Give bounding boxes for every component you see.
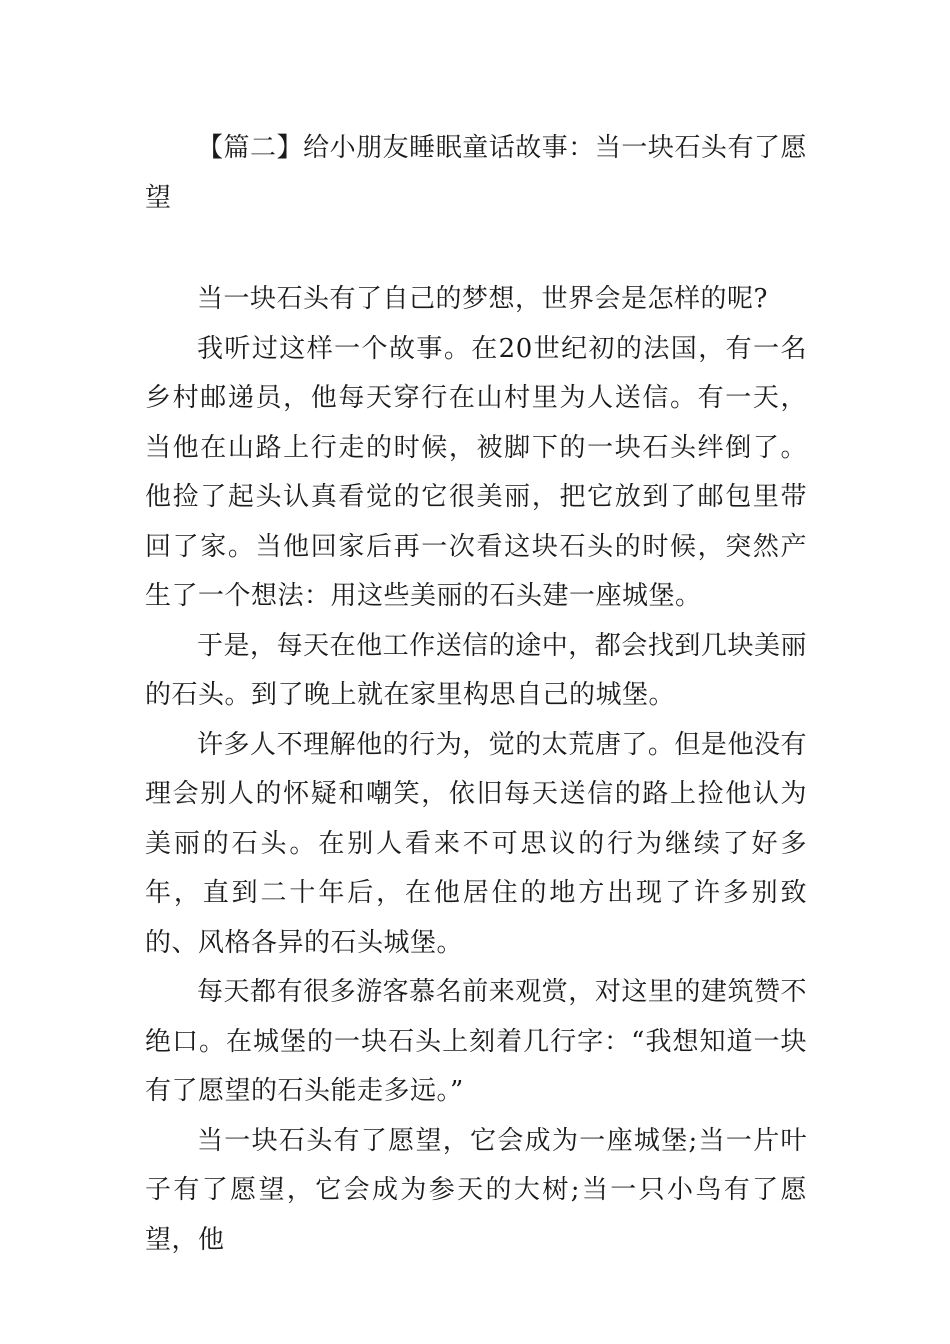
document-body: [145, 275, 807, 1265]
paragraph-1: 当一块石头有了自己的梦想，世界会是怎样的呢?: [197, 284, 768, 314]
document-title: 【篇二】给小朋友睡眠童话故事：当一块石头有了愿望: [145, 133, 807, 213]
paragraph-2: 我听过这样一个故事。在20世纪初的法国，有一名乡村邮递员，他每天穿行在山村里为人送信。有一天，当他在山路上行走的时候，被脚下的一块石头绊倒了。他捡了起头认真看觉的它很美丽，把它放到了邮包里带回了家。当他回家后再一次看这块石头的时候，突然产生了一个想法：用这些美丽的石头建一座城堡。: [145, 333, 807, 611]
document-title-block: [145, 124, 807, 223]
paragraph-6: 当一块石头有了愿望，它会成为一座城堡;当一片叶子有了愿望，它会成为参天的大树;当一只小鸟有了愿望，他: [145, 1125, 807, 1255]
paragraph-5: 每天都有很多游客慕名前来观赏，对这里的建筑赞不绝口。在城堡的一块石头上刻着几行字：“我想知道一块有了愿望的石头能走多远。”: [145, 977, 807, 1106]
paragraph-4: 许多人不理解他的行为，觉的太荒唐了。但是他没有理会别人的怀疑和嘲笑，依旧每天送信的路上捡他认为美丽的石头。在别人看来不可思议的行为继续了好多年，直到二十年后，在他居住的地方出现了许多别致的、风格各异的石头城堡。: [145, 729, 807, 958]
paragraph-3: 于是，每天在他工作送信的途中，都会找到几块美丽的石头。到了晚上就在家里构思自己的城堡。: [145, 630, 807, 710]
